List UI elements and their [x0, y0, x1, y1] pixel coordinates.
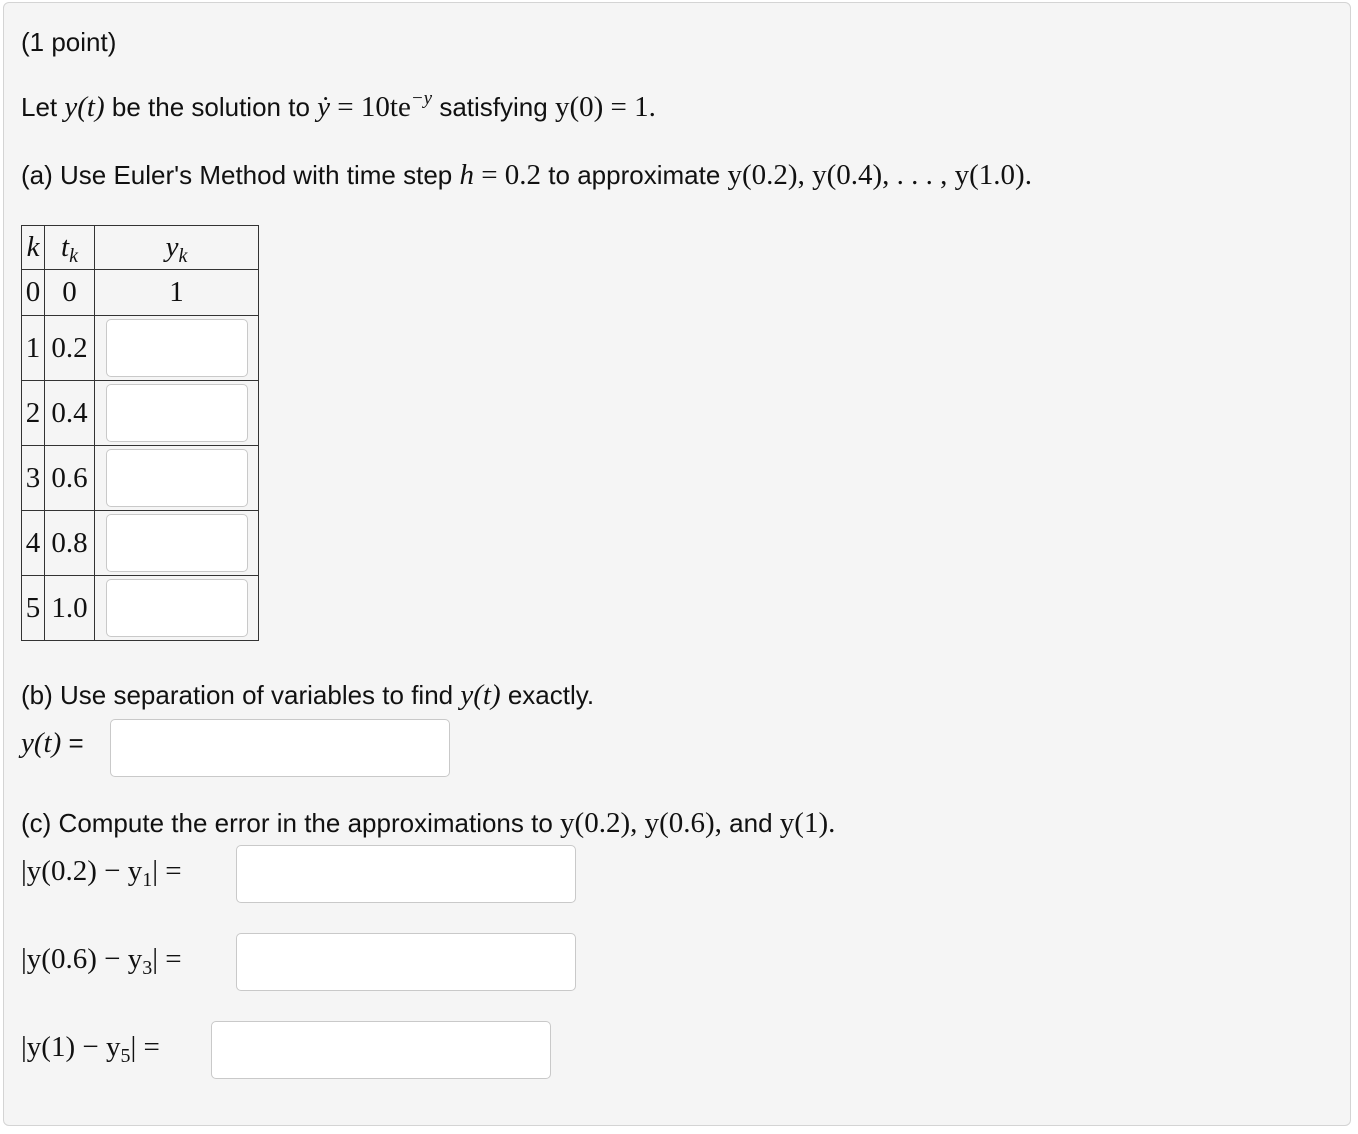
- error-3-input[interactable]: [211, 1021, 551, 1079]
- row-y-value: 1: [95, 270, 259, 316]
- intro-rhs: 10te: [360, 91, 411, 123]
- intro-y-of-t: y(t): [64, 91, 105, 123]
- intro-satisfying: satisfying: [439, 92, 548, 122]
- table-row: [22, 446, 259, 511]
- table-row: [22, 270, 259, 316]
- row-k: 0: [22, 270, 45, 316]
- part-c-text: (c) Compute the error in the approximations to: [21, 808, 553, 838]
- row-t: 0: [45, 270, 95, 316]
- row-k: 4: [22, 511, 45, 576]
- exact-solution-input[interactable]: [110, 719, 450, 777]
- table-row: [22, 316, 259, 381]
- exact-solution-label: y(t) =: [21, 727, 84, 759]
- header-y: $y_k$: [95, 226, 259, 270]
- row-t: 0.8: [45, 511, 95, 576]
- part-a-text: (a) Use Euler's Method with time step: [21, 160, 453, 190]
- part-c-p3: y(1).: [779, 807, 836, 839]
- header-k: k: [22, 226, 45, 270]
- error-2-input[interactable]: [236, 933, 576, 991]
- row-t: 0.6: [45, 446, 95, 511]
- y3-input[interactable]: [106, 449, 248, 507]
- y4-input[interactable]: [106, 514, 248, 572]
- intro-rhs-exponent: −y: [410, 88, 433, 109]
- part-c-and: and: [729, 808, 773, 838]
- part-b-suffix: exactly.: [507, 680, 595, 710]
- error-3-label: $|y(1) - y_5|$ =: [21, 1031, 160, 1067]
- part-c-prompt: [21, 807, 835, 840]
- error-1-input[interactable]: [236, 845, 576, 903]
- part-b-yt: y(t): [460, 679, 501, 711]
- part-c-p1: y(0.2),: [560, 807, 638, 839]
- part-b-prompt: [21, 679, 594, 712]
- row-t: 1.0: [45, 576, 95, 641]
- y1-input[interactable]: [106, 319, 248, 377]
- intro-ydot: ẏ: [317, 91, 331, 123]
- table-row: [22, 381, 259, 446]
- step-symbol: h: [459, 159, 474, 191]
- row-t: 0.2: [45, 316, 95, 381]
- row-t: 0.4: [45, 381, 95, 446]
- euler-table: [21, 225, 259, 641]
- part-c-p2: y(0.6),: [644, 807, 722, 839]
- intro-prefix: Let: [21, 92, 58, 122]
- row-k: 2: [22, 381, 45, 446]
- intro-eq: =: [337, 91, 354, 123]
- table-row: [22, 511, 259, 576]
- row-k: 5: [22, 576, 45, 641]
- points-label: (1 point): [21, 27, 117, 57]
- problem-statement: [21, 88, 656, 124]
- part-b-text: (b) Use separation of variables to find: [21, 680, 454, 710]
- part-a-prompt: [21, 159, 1032, 192]
- part-a-points: y(0.2), y(0.4), . . . , y(1.0).: [727, 159, 1032, 191]
- problem-panel: [3, 2, 1351, 1126]
- step-value: = 0.2: [481, 159, 542, 191]
- table-row: [22, 576, 259, 641]
- error-2-label: $|y(0.6) - y_3|$ =: [21, 943, 182, 979]
- intro-mid: be the solution to: [111, 92, 310, 122]
- error-1-label: $|y(0.2) - y_1|$ =: [21, 855, 182, 891]
- y2-input[interactable]: [106, 384, 248, 442]
- row-k: 1: [22, 316, 45, 381]
- header-t: $t_k$: [45, 226, 95, 270]
- y5-input[interactable]: [106, 579, 248, 637]
- row-k: 3: [22, 446, 45, 511]
- table-header-row: [22, 226, 259, 270]
- part-a-to: to approximate: [548, 160, 721, 190]
- initial-condition: y(0) = 1.: [554, 91, 656, 123]
